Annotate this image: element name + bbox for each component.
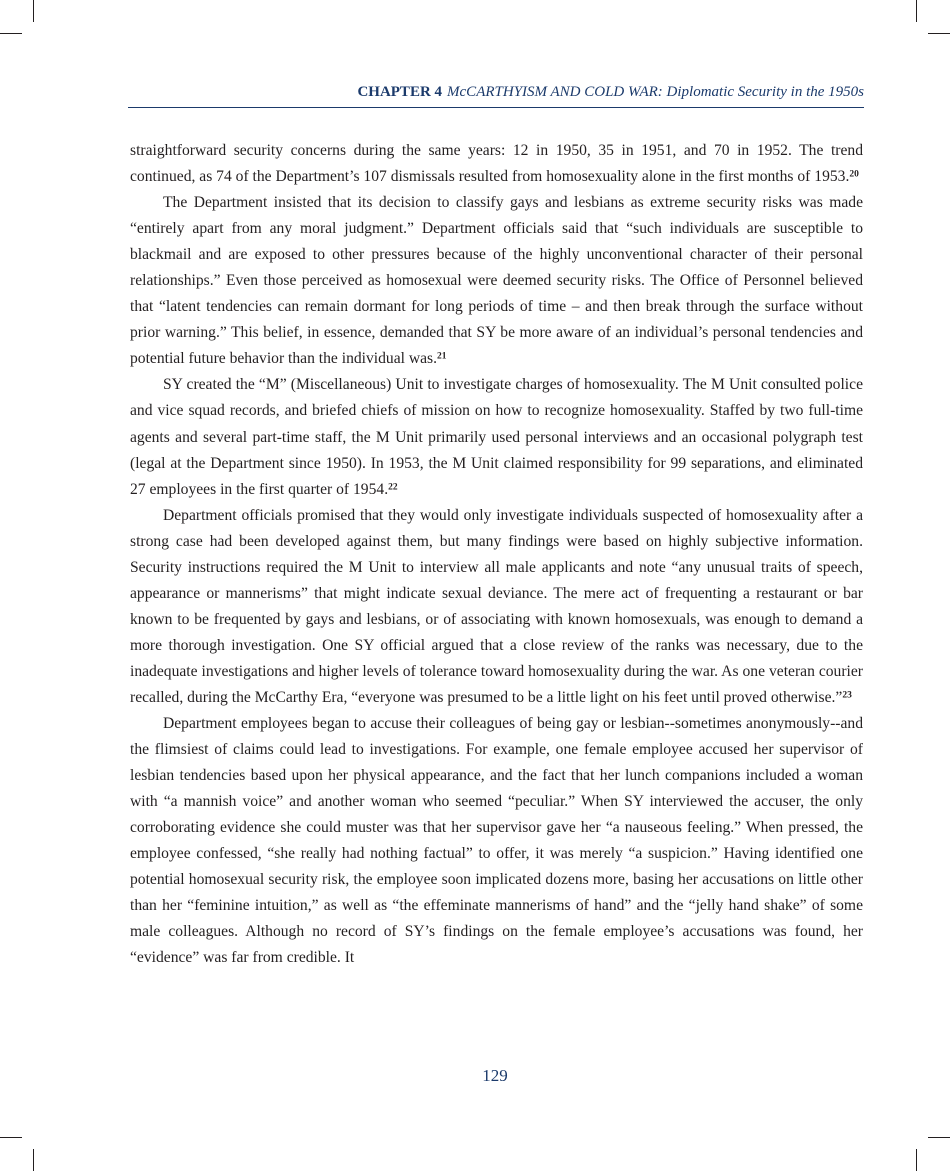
chapter-title: McCARTHYISM AND COLD WAR: Diplomatic Security in the 1950s: [447, 84, 864, 100]
paragraph: [130, 138, 863, 190]
chapter-label: CHAPTER 4: [357, 84, 443, 100]
page-number: 129: [482, 1066, 508, 1085]
paragraph-text: The Department insisted that its decision to classify gays and lesbians as extreme security risks was made “entirely apart from any moral judgment.” Department officials said that “such individuals are susceptible to blackmail and are exposed to other pressures because of the highly unconventional character of their personal relationships.” Even those perceived as homosexual were deemed security risks. The Office of Personnel believed that “latent tendencies can remain dormant for long periods of time – and then break through the surface without prior warning.” This belief, in essence, demanded that SY be more aware of an individual’s personal tendencies and potential future behavior than the individual was.: [130, 194, 863, 368]
paragraph-text: Department employees began to accuse their colleagues of being gay or lesbian--sometimes anonymously--and the flimsiest of claims could lead to investigations. For example, one female employee accused her supervisor of lesbian tendencies based upon her physical appearance, and the fact that her lunch companions included a woman with “a mannish voice” and another woman who seemed “peculiar.” When SY interviewed the accuser, the only corroborating evidence she could muster was that her supervisor gave her “a nauseous feeling.” When pressed, the employee confessed, “she really had nothing factual” to offer, it was merely “a suspicion.” Having identified one potential homosexual security risk, the employee soon implicated dozens more, basing her accusations on little other than her “feminine intuition,” as well as “the effeminate mannerisms of hand” and the “jelly hand shake” of some male colleagues. Although no record of SY’s findings on the female employee’s accusations was found, her “evidence” was far from credible. It: [130, 715, 863, 967]
paragraph: [130, 372, 863, 502]
footnote-ref: 22: [388, 482, 398, 493]
paragraph: [130, 190, 863, 372]
crop-mark: [928, 33, 950, 34]
crop-mark: [916, 1149, 917, 1171]
paragraph-text: Department officials promised that they would only investigate individuals suspected of homosexuality after a strong case had been developed against them, but many findings were based on highly subjective information. Security instructions required the M Unit to interview all male applicants and note “any unusual traits of speech, appearance or mannerisms” that might indicate sexual deviance. The mere act of frequenting a restaurant or bar known to be frequented by gays and lesbians, or of associating with known homosexuals, was enough to demand a more thorough investigation. One SY official argued that a close review of the ranks was necessary, due to the inadequate investigations and higher levels of tolerance toward homosexuality during the war. As one veteran courier recalled, during the McCarthy Era, “everyone was presumed to be a little light on his feet until proved otherwise.”: [130, 506, 863, 706]
running-header: [357, 84, 864, 101]
crop-mark: [33, 1149, 34, 1171]
paragraph-text: straightforward security concerns during the same years: 12 in 1950, 35 in 1951, and 70 in 1952. The trend continued, as 74 of the Department’s 107 dismissals resulted from homosexuality alone in the first months of 1953.: [130, 142, 863, 186]
body-text: [130, 138, 863, 972]
footnote-ref: 20: [849, 169, 859, 180]
crop-mark: [928, 1137, 950, 1138]
crop-mark: [0, 33, 22, 34]
crop-mark: [916, 0, 917, 22]
paragraph: [130, 711, 863, 971]
header-rule: [128, 107, 864, 108]
footnote-ref: 21: [437, 352, 447, 363]
crop-mark: [33, 0, 34, 22]
crop-mark: [0, 1137, 22, 1138]
paragraph: [130, 503, 863, 711]
paragraph-text: SY created the “M” (Miscellaneous) Unit to investigate charges of homosexuality. The M Unit consulted police and vice squad records, and briefed chiefs of mission on how to recognize homosexuality. Staffed by two full-time agents and several part-time staff, the M Unit primarily used personal interviews and an occasional polygraph test (legal at the Department since 1950). In 1953, the M Unit claimed responsibility for 99 separations, and eliminated 27 employees in the first quarter of 1954.: [130, 376, 863, 498]
footnote-ref: 23: [842, 690, 852, 701]
